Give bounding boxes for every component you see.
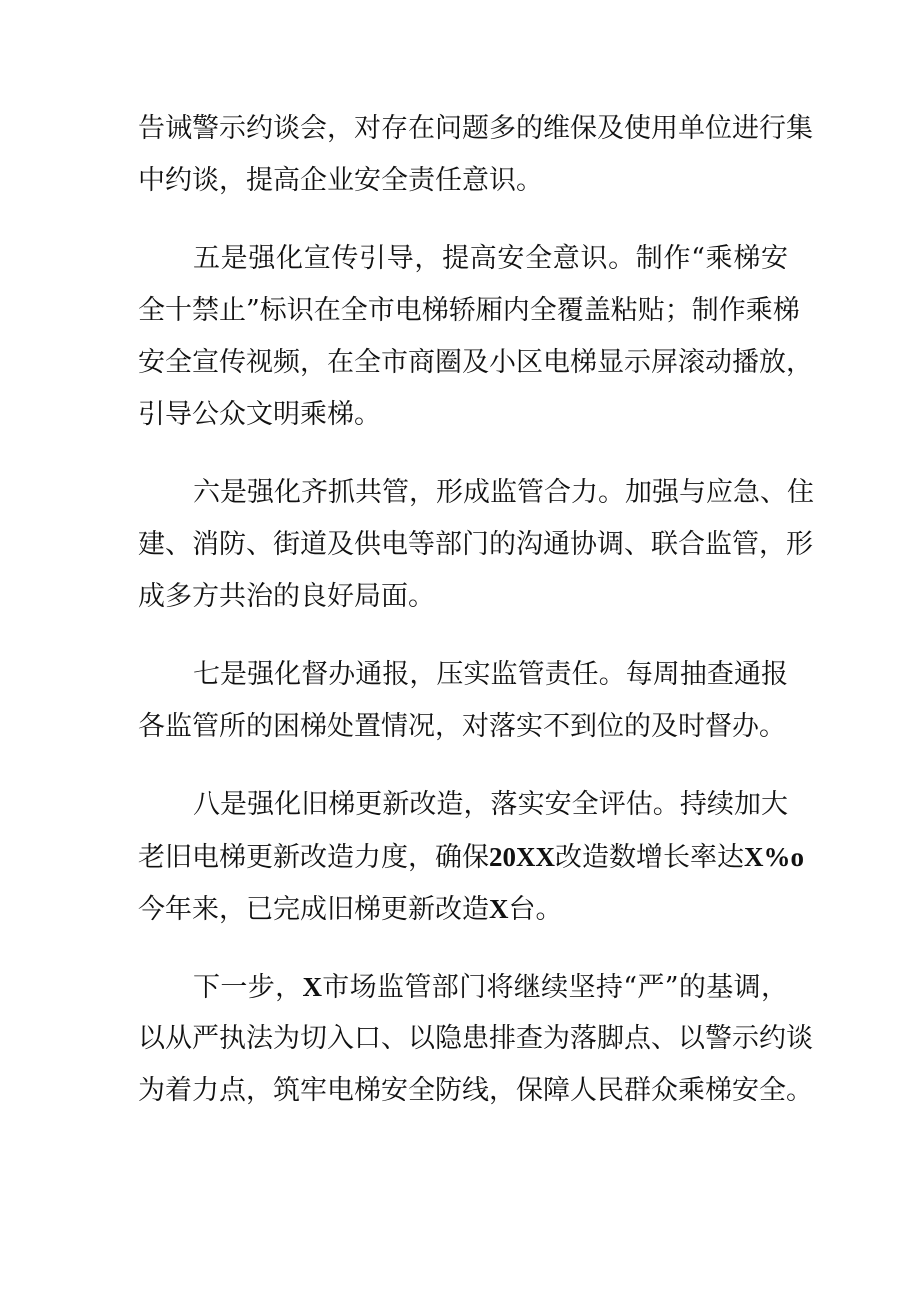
text-line: 安全宣传视频，在全市商圈及小区电梯显示屏滚动播放，	[138, 347, 813, 378]
text-line: 七是强化督办通报，压实监管责任。每周抽查通报	[193, 659, 788, 690]
text-line: 以从严执法为切入口、以隐患排查为落脚点、以警示约谈	[138, 1023, 813, 1054]
text-line	[138, 831, 804, 883]
text-run: 市场监管部门将继续坚持“严”的基调，	[321, 972, 788, 1003]
paragraph-eight	[138, 779, 804, 935]
text-line: 告诫警示约谈会，对存在问题多的维保及使用单位进行集	[138, 113, 813, 144]
text-line	[138, 883, 788, 935]
text-run: 改造数增长率达	[555, 842, 744, 873]
text-run: 台。	[508, 894, 563, 925]
rate-placeholder: X%o	[744, 842, 804, 872]
paragraph-seven	[138, 649, 788, 753]
text-line: 引导公众文明乘梯。	[138, 399, 381, 430]
text-line	[138, 961, 788, 1013]
paragraph-five	[138, 233, 813, 441]
city-placeholder: X	[302, 972, 322, 1002]
text-line: 为着力点，筑牢电梯安全防线，保障人民群众乘梯安全。	[138, 1075, 813, 1106]
text-run: 老旧电梯更新改造力度，确保	[138, 842, 489, 873]
paragraph-next-step	[138, 961, 813, 1117]
text-line: 成多方共治的良好局面。	[138, 581, 435, 612]
text-line: 八是强化旧梯更新改造，落实安全评估。持续加大	[193, 789, 788, 820]
text-run: 今年来，已完成旧梯更新改造	[138, 894, 489, 925]
text-line: 五是强化宣传引导，提高安全意识。制作“乘梯安	[193, 243, 788, 274]
text-line: 全十禁止”标识在全市电梯轿厢内全覆盖粘贴；制作乘梯	[138, 295, 800, 326]
text-line: 建、消防、街道及供电等部门的沟通协调、联合监管，形	[138, 529, 813, 560]
paragraph-six	[138, 467, 814, 623]
text-line: 六是强化齐抓共管，形成监管合力。加强与应急、住	[193, 477, 814, 508]
text-line: 中约谈，提高企业安全责任意识。	[138, 165, 543, 196]
text-run: 下一步，	[193, 972, 303, 1003]
year-placeholder: 20XX	[489, 842, 555, 872]
text-line: 各监管所的困梯处置情况，对落实不到位的及时督办。	[138, 711, 786, 742]
document-body	[138, 103, 814, 1117]
paragraph-intro	[138, 103, 813, 207]
count-placeholder: X	[489, 894, 509, 924]
